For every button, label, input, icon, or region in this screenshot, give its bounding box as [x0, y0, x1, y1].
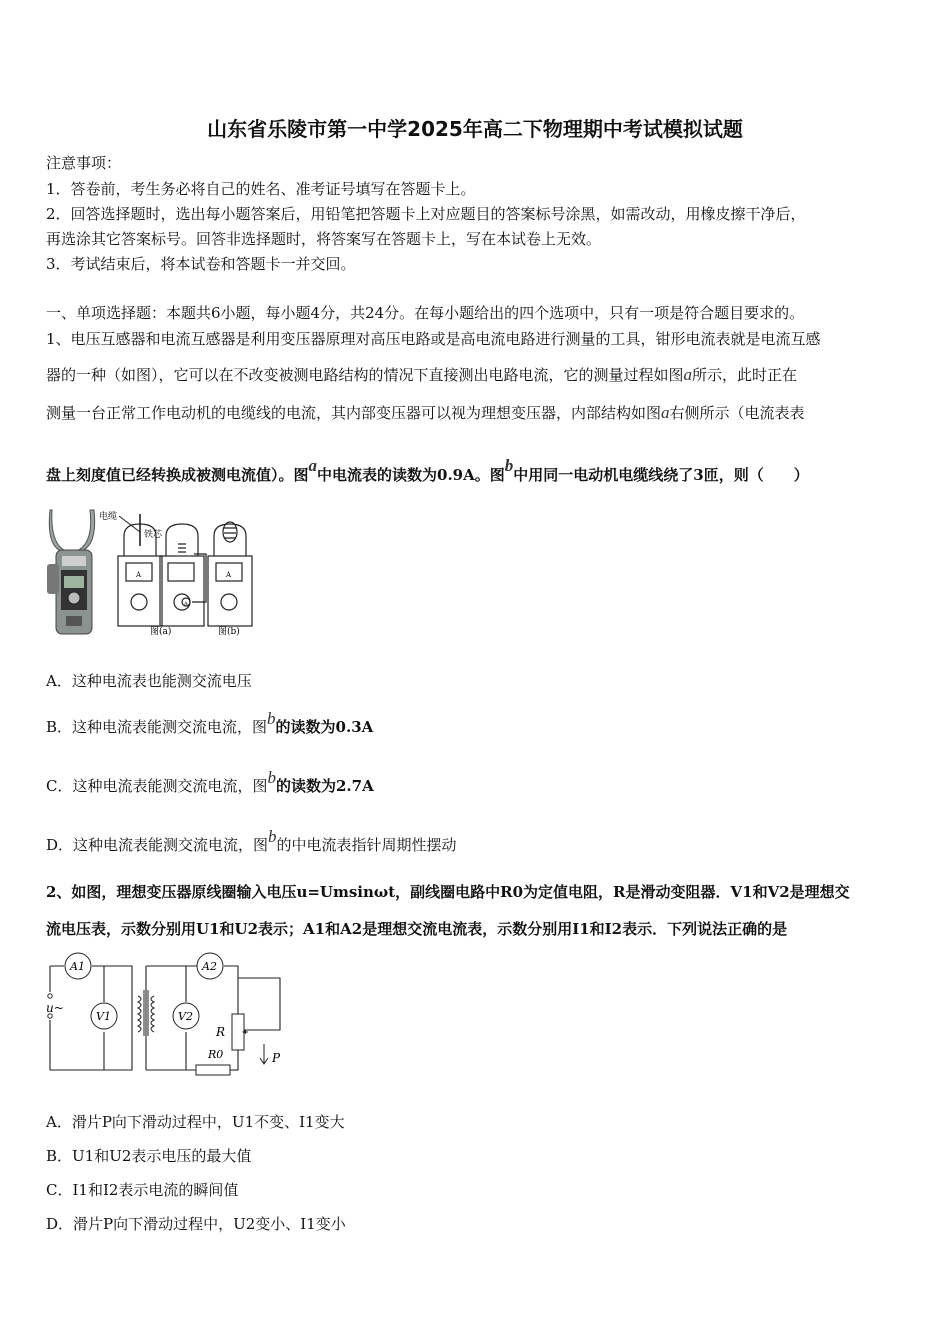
q2-text: 流电压表，示数分别用U1和U2表示；A1和A2是理想交流电流表，示数分别用I1和I2表示．下列说法正确的是 — [46, 920, 788, 938]
cable-label: 电缆 — [99, 512, 118, 522]
figure-caption-b: 图(b) — [218, 627, 240, 637]
option-c: C．I1和I2表示电流的瞬间值 — [46, 1181, 239, 1199]
option-d: D．这种电流表能测交流电流，图b的中电流表指针周期性摆动 — [46, 827, 457, 854]
source-label: u~ — [46, 1001, 64, 1015]
ammeter-a1-label: A1 — [70, 960, 85, 973]
transformer-circuit-figure — [44, 950, 294, 1080]
notice-item: 1．答卷前，考生务必将自己的姓名、准考证号填写在答题卡上。 — [46, 180, 476, 198]
option-c: C．这种电流表能测交流电流，图b的读数为2.7A — [46, 768, 374, 795]
notice-item: 2．回答选择题时，选出每小题答案后，用铅笔把答题卡上对应题目的答案标号涂黑，如需改动，用橡皮擦干净后， — [46, 205, 806, 223]
q1-text: 盘上刻度值已经转换成被测电流值）。图a中电流表的读数为0.9A。图b中用同一电动机电缆线绕了3匝，则（ ） — [46, 456, 809, 484]
meter-label: A — [136, 571, 142, 579]
option-b: B．这种电流表能测交流电流，图b的读数为0.3A — [46, 709, 374, 736]
clamp-meter-photo — [47, 510, 95, 634]
ammeter-a2-label: A2 — [202, 960, 217, 973]
diagram-a-right — [160, 524, 206, 626]
rheostat-label: R — [216, 1025, 226, 1039]
option-d: D．滑片P向下滑动过程中，U2变小、I1变小 — [46, 1215, 346, 1233]
voltmeter-v1-label: V1 — [96, 1010, 111, 1023]
notice-item: 再选涂其它答案标号。回答非选择题时，将答案写在答题卡上，写在本试卷上无效。 — [46, 230, 602, 248]
page-title: 山东省乐陵市第一中学2025年高二下物理期中考试模拟试题 — [207, 117, 743, 141]
meter-label: A — [226, 571, 232, 579]
q1-text: 器的一种（如图），它可以在不改变被测电路结构的情况下直接测出电路电流，它的测量过程如图a所示，此时正在 — [46, 365, 798, 384]
slider-label: P — [272, 1051, 281, 1065]
notice-heading: 注意事项： — [46, 154, 122, 172]
figure-caption-a: 图(a) — [150, 627, 172, 637]
clamp-meter-figure — [44, 506, 254, 638]
q1-text: 1、电压互感器和电流互感器是利用变压器原理对高压电路或是高电流电路进行测量的工具，钳形电流表就是电流互感 — [46, 330, 821, 348]
core-label: 铁芯 — [144, 530, 163, 540]
option-a: A．滑片P向下滑动过程中，U1不变、I1变大 — [46, 1113, 345, 1131]
voltmeter-v2-label: V2 — [178, 1010, 193, 1023]
q1-text: 测量一台正常工作电动机的电缆线的电流，其内部变压器可以视为理想变压器，内部结构如图a右侧所示（电流表表 — [46, 403, 805, 422]
resistor-label: R0 — [208, 1048, 224, 1061]
q2-text: 2、如图，理想变压器原线圈输入电压u=Umsinωt，副线圈电路中R0为定值电阻，R是滑动变阻器．V1和V2是理想交 — [46, 883, 850, 901]
meter-small-label: A — [184, 601, 188, 607]
section-heading: 一、单项选择题：本题共6小题，每小题4分，共24分。在每小题给出的四个选项中，只有一项是符合题目要求的。 — [46, 304, 805, 322]
notice-item: 3．考试结束后，将本试卷和答题卡一并交回。 — [46, 255, 356, 273]
option-a: A．这种电流表也能测交流电压 — [46, 672, 252, 690]
option-b: B．U1和U2表示电压的最大值 — [46, 1147, 252, 1165]
